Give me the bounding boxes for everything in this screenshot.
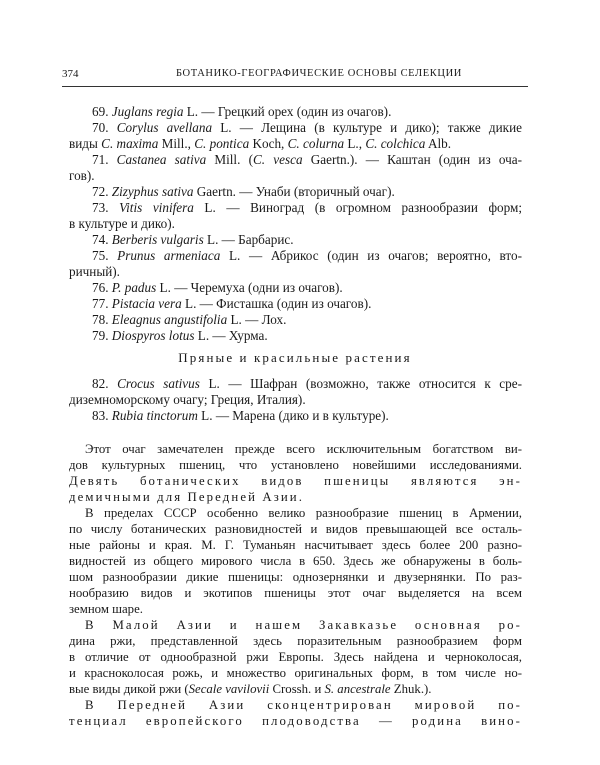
paragraph-line: вые виды дикой ржи (Secale vavilovii Crossh. и S. ancestrale Zhuk.). <box>69 682 432 696</box>
list-item: 75. Prunus armeniaca L. — Абрикос (один из очагов; вероятно, вто- <box>92 248 523 263</box>
list-item: 79. Diospyros lotus L. — Хурма. <box>92 328 268 343</box>
paragraph-line: ные районы и края. М. Г. Туманьян насчитывает здесь более 200 разно- <box>69 538 522 552</box>
list-item-continuation: ричный). <box>69 264 120 279</box>
list-item: 74. Berberis vulgaris L. — Барбарис. <box>92 232 294 247</box>
list-item-continuation: гов). <box>69 168 95 183</box>
paragraph-line: В пределах СССР особенно велико разнообразие пшениц в Армении, <box>85 506 522 520</box>
list-item: 69. Juglans regia L. — Грецкий орех (один из очагов). <box>92 104 392 119</box>
paragraph-line: в отличие от однообразной ржи Европы. Здесь найдена и черноколосая, <box>69 650 522 664</box>
paragraph-line: и красноколосая рожь, и множество оригинальных форм, в том числе но- <box>69 666 522 680</box>
running-title: БОТАНИКО-ГЕОГРАФИЧЕСКИЕ ОСНОВЫ СЕЛЕКЦИИ <box>176 68 462 79</box>
list-item: 73. Vitis vinifera L. — Виноград (в огромном разнообразии форм; <box>92 200 523 215</box>
paragraph-line: тенциал европейского плодоводства — родина вино- <box>69 714 522 728</box>
paragraph-line: В Передней Азии сконцентрирован мировой по- <box>85 698 522 712</box>
list-item: 77. Pistacia vera L. — Фисташка (один из очагов). <box>92 296 372 311</box>
list-item-continuation: в культуре и дико). <box>69 216 175 231</box>
section-subheading: Пряные и красильные растения <box>178 350 412 365</box>
list-item: 76. P. padus L. — Черемуха (одни из очагов). <box>92 280 343 295</box>
paragraph-line: шом разнообразии дикие пшеницы: однозернянки и двузернянки. По раз- <box>69 570 522 584</box>
page-number: 374 <box>62 68 79 80</box>
list-item: 70. Corylus avellana L. — Лещина (в культуре и дико); также дикие <box>92 120 523 135</box>
list-item: 82. Crocus sativus L. — Шафран (возможно, также относится к сре- <box>92 376 523 391</box>
paragraph-line: Этот очаг замечателен прежде всего исключительным богатством ви- <box>85 442 522 456</box>
list-item-continuation: виды C. maxima Mill., C. pontica Koch, C. colurna L., C. colchica Alb. <box>69 136 452 151</box>
paragraph-line: земном шаре. <box>69 602 143 616</box>
paragraph-line: дов культурных пшениц, что установлено новейшими исследованиями. <box>69 458 522 472</box>
list-item: 78. Eleagnus angustifolia L. — Лох. <box>92 312 287 327</box>
list-item: 71. Castanea sativa Mill. (C. vesca Gaertn.). — Каштан (один из оча- <box>92 152 523 167</box>
paragraph-line: по числу ботанических разновидностей и видов превышающей все осталь- <box>69 522 522 536</box>
paragraph-line: Девять ботанических видов пшеницы являются эн- <box>69 474 522 488</box>
list-item: 72. Zizyphus sativa Gaertn. — Унаби (вторичный очаг). <box>92 184 395 199</box>
paragraph-line: нообразию видов и экотипов пшеницы этот очаг выделяется на всем <box>69 586 522 600</box>
list-item: 83. Rubia tinctorum L. — Марена (дико и в культуре). <box>92 408 389 423</box>
list-item-continuation: диземноморскому очагу; Греция, Италия). <box>69 392 306 407</box>
paragraph-line: видностей из общего мирового числа в 650. Здесь же обнаружены в боль- <box>69 554 522 568</box>
paragraph-line: дина ржи, представленной здесь поразительным разнообразием форм <box>69 634 522 648</box>
header-rule <box>62 86 528 87</box>
paragraph-line: демичными для Передней Азии. <box>69 490 305 504</box>
paragraph-line: В Малой Азии и нашем Закавказье основная ро- <box>85 618 522 632</box>
